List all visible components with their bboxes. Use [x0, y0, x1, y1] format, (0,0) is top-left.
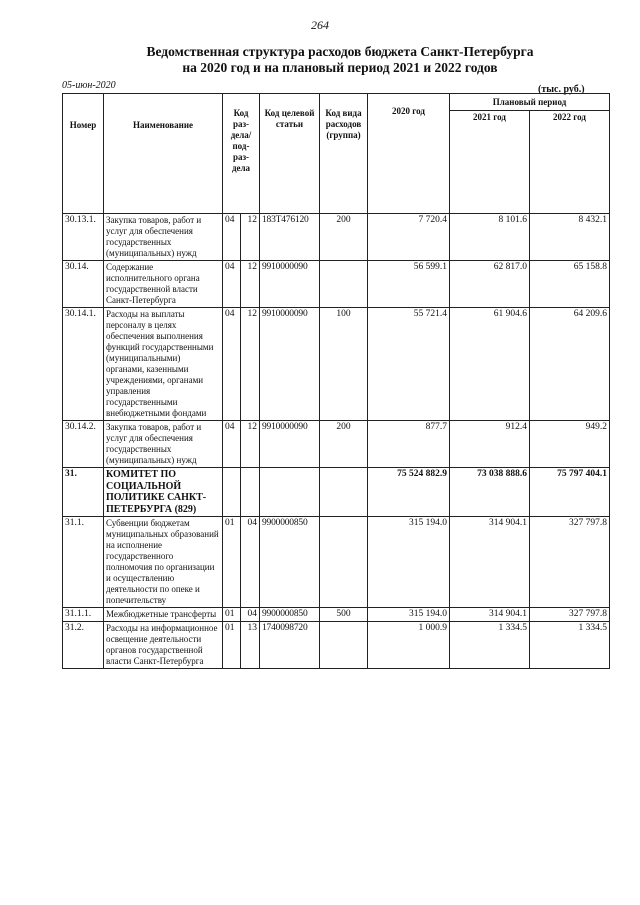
- row-number: 30.14.2.: [63, 421, 104, 468]
- header-section: Код раз- дела/ под- раз- дела: [223, 94, 260, 214]
- row-subsection: 12: [241, 308, 260, 421]
- row-number: 31.1.: [63, 517, 104, 608]
- row-name: Закупка товаров, работ и услуг для обеспечения государственных (муниципальных) нужд: [104, 421, 223, 468]
- row-kind: 200: [320, 421, 368, 468]
- row-subsection: 12: [241, 421, 260, 468]
- row-kind: 100: [320, 308, 368, 421]
- row-subsection: 04: [241, 608, 260, 622]
- row-article: [260, 468, 320, 517]
- row-kind: [320, 622, 368, 669]
- row-section: 01: [223, 622, 241, 669]
- row-value-2021: 73 038 888.6: [450, 468, 530, 517]
- title-line-2: на 2020 год и на плановый период 2021 и 2022 годов: [182, 60, 498, 75]
- row-kind: 200: [320, 214, 368, 261]
- header-2021: 2021 год: [450, 111, 530, 214]
- document-date: 05-июн-2020: [62, 80, 116, 91]
- row-article: 9910000090: [260, 421, 320, 468]
- row-name: Расходы на выплаты персоналу в целях обеспечения выполнения функций государственными (муниципальными) органами, казенными учреждениями, органами управления государственными внебюджетными фондами: [104, 308, 223, 421]
- header-article: Код целевой статьи: [260, 94, 320, 214]
- row-kind: [320, 517, 368, 608]
- row-value-2021: 8 101.6: [450, 214, 530, 261]
- row-value-2021: 314 904.1: [450, 608, 530, 622]
- row-value-2021: 61 904.6: [450, 308, 530, 421]
- row-kind: [320, 468, 368, 517]
- row-subsection: 12: [241, 261, 260, 308]
- budget-table: [62, 93, 610, 669]
- row-value-2020: 877.7: [368, 421, 450, 468]
- page-number: 264: [311, 18, 329, 32]
- row-number: 31.1.1.: [63, 608, 104, 622]
- row-value-2020: 315 194.0: [368, 608, 450, 622]
- row-value-2022: 327 797.8: [530, 608, 610, 622]
- row-article: 9910000090: [260, 261, 320, 308]
- row-value-2020: 75 524 882.9: [368, 468, 450, 517]
- table-row: [63, 517, 610, 608]
- row-subsection: [241, 468, 260, 517]
- table-row: [63, 308, 610, 421]
- row-value-2021: 62 817.0: [450, 261, 530, 308]
- row-section: 01: [223, 608, 241, 622]
- row-value-2021: 314 904.1: [450, 517, 530, 608]
- table-body: [63, 214, 610, 669]
- row-value-2021: 1 334.5: [450, 622, 530, 669]
- header-2022: 2022 год: [530, 111, 610, 214]
- row-subsection: 04: [241, 517, 260, 608]
- row-value-2022: 1 334.5: [530, 622, 610, 669]
- row-name: Расходы на информационное освещение деятельности органов государственной власти Санкт-Петербурга: [104, 622, 223, 669]
- row-section: [223, 468, 241, 517]
- row-name: Содержание исполнительного органа государственной власти Санкт-Петербурга: [104, 261, 223, 308]
- row-name: Субвенции бюджетам муниципальных образований на исполнение государственного полномочия по организации и осуществлению деятельности по опеке и попечительству: [104, 517, 223, 608]
- row-value-2020: 56 599.1: [368, 261, 450, 308]
- row-value-2022: 75 797 404.1: [530, 468, 610, 517]
- row-value-2022: 65 158.8: [530, 261, 610, 308]
- row-article: 9900000850: [260, 608, 320, 622]
- table-row: [63, 622, 610, 669]
- units-label: (тыс. руб.): [538, 84, 585, 95]
- row-name: Закупка товаров, работ и услуг для обеспечения государственных (муниципальных) нужд: [104, 214, 223, 261]
- row-number: 30.14.1.: [63, 308, 104, 421]
- row-kind: 500: [320, 608, 368, 622]
- row-kind: [320, 261, 368, 308]
- row-value-2022: 64 209.6: [530, 308, 610, 421]
- title-line-1: Ведомственная структура расходов бюджета Санкт-Петербурга: [146, 44, 534, 59]
- row-article: 1740098720: [260, 622, 320, 669]
- row-name: Межбюджетные трансферты: [104, 608, 223, 622]
- row-subsection: 13: [241, 622, 260, 669]
- row-value-2022: 949.2: [530, 421, 610, 468]
- row-value-2020: 1 000.9: [368, 622, 450, 669]
- row-number: 30.14.: [63, 261, 104, 308]
- header-number: Номер: [63, 94, 104, 214]
- row-section: 04: [223, 214, 241, 261]
- table-row: [63, 421, 610, 468]
- header-2020: 2020 год: [368, 94, 450, 214]
- header-name: Наименование: [104, 94, 223, 214]
- row-section: 04: [223, 308, 241, 421]
- header-kind: Код вида расходов (группа): [320, 94, 368, 214]
- row-value-2020: 7 720.4: [368, 214, 450, 261]
- row-value-2020: 315 194.0: [368, 517, 450, 608]
- row-number: 31.2.: [63, 622, 104, 669]
- header-planned: Плановый период: [450, 94, 610, 111]
- table-row: [63, 261, 610, 308]
- row-article: 183Т476120: [260, 214, 320, 261]
- row-number: 31.: [63, 468, 104, 517]
- row-section: 04: [223, 261, 241, 308]
- table-row: [63, 608, 610, 622]
- row-number: 30.13.1.: [63, 214, 104, 261]
- row-value-2020: 55 721.4: [368, 308, 450, 421]
- table-row: [63, 468, 610, 517]
- row-article: 9910000090: [260, 308, 320, 421]
- document-title: [60, 44, 620, 76]
- row-value-2022: 8 432.1: [530, 214, 610, 261]
- row-section: 01: [223, 517, 241, 608]
- table-row: [63, 214, 610, 261]
- row-value-2022: 327 797.8: [530, 517, 610, 608]
- row-name: КОМИТЕТ ПО СОЦИАЛЬНОЙ ПОЛИТИКЕ САНКТ-ПЕТЕРБУРГА (829): [104, 468, 223, 517]
- row-article: 9900000850: [260, 517, 320, 608]
- row-value-2021: 912.4: [450, 421, 530, 468]
- row-subsection: 12: [241, 214, 260, 261]
- row-section: 04: [223, 421, 241, 468]
